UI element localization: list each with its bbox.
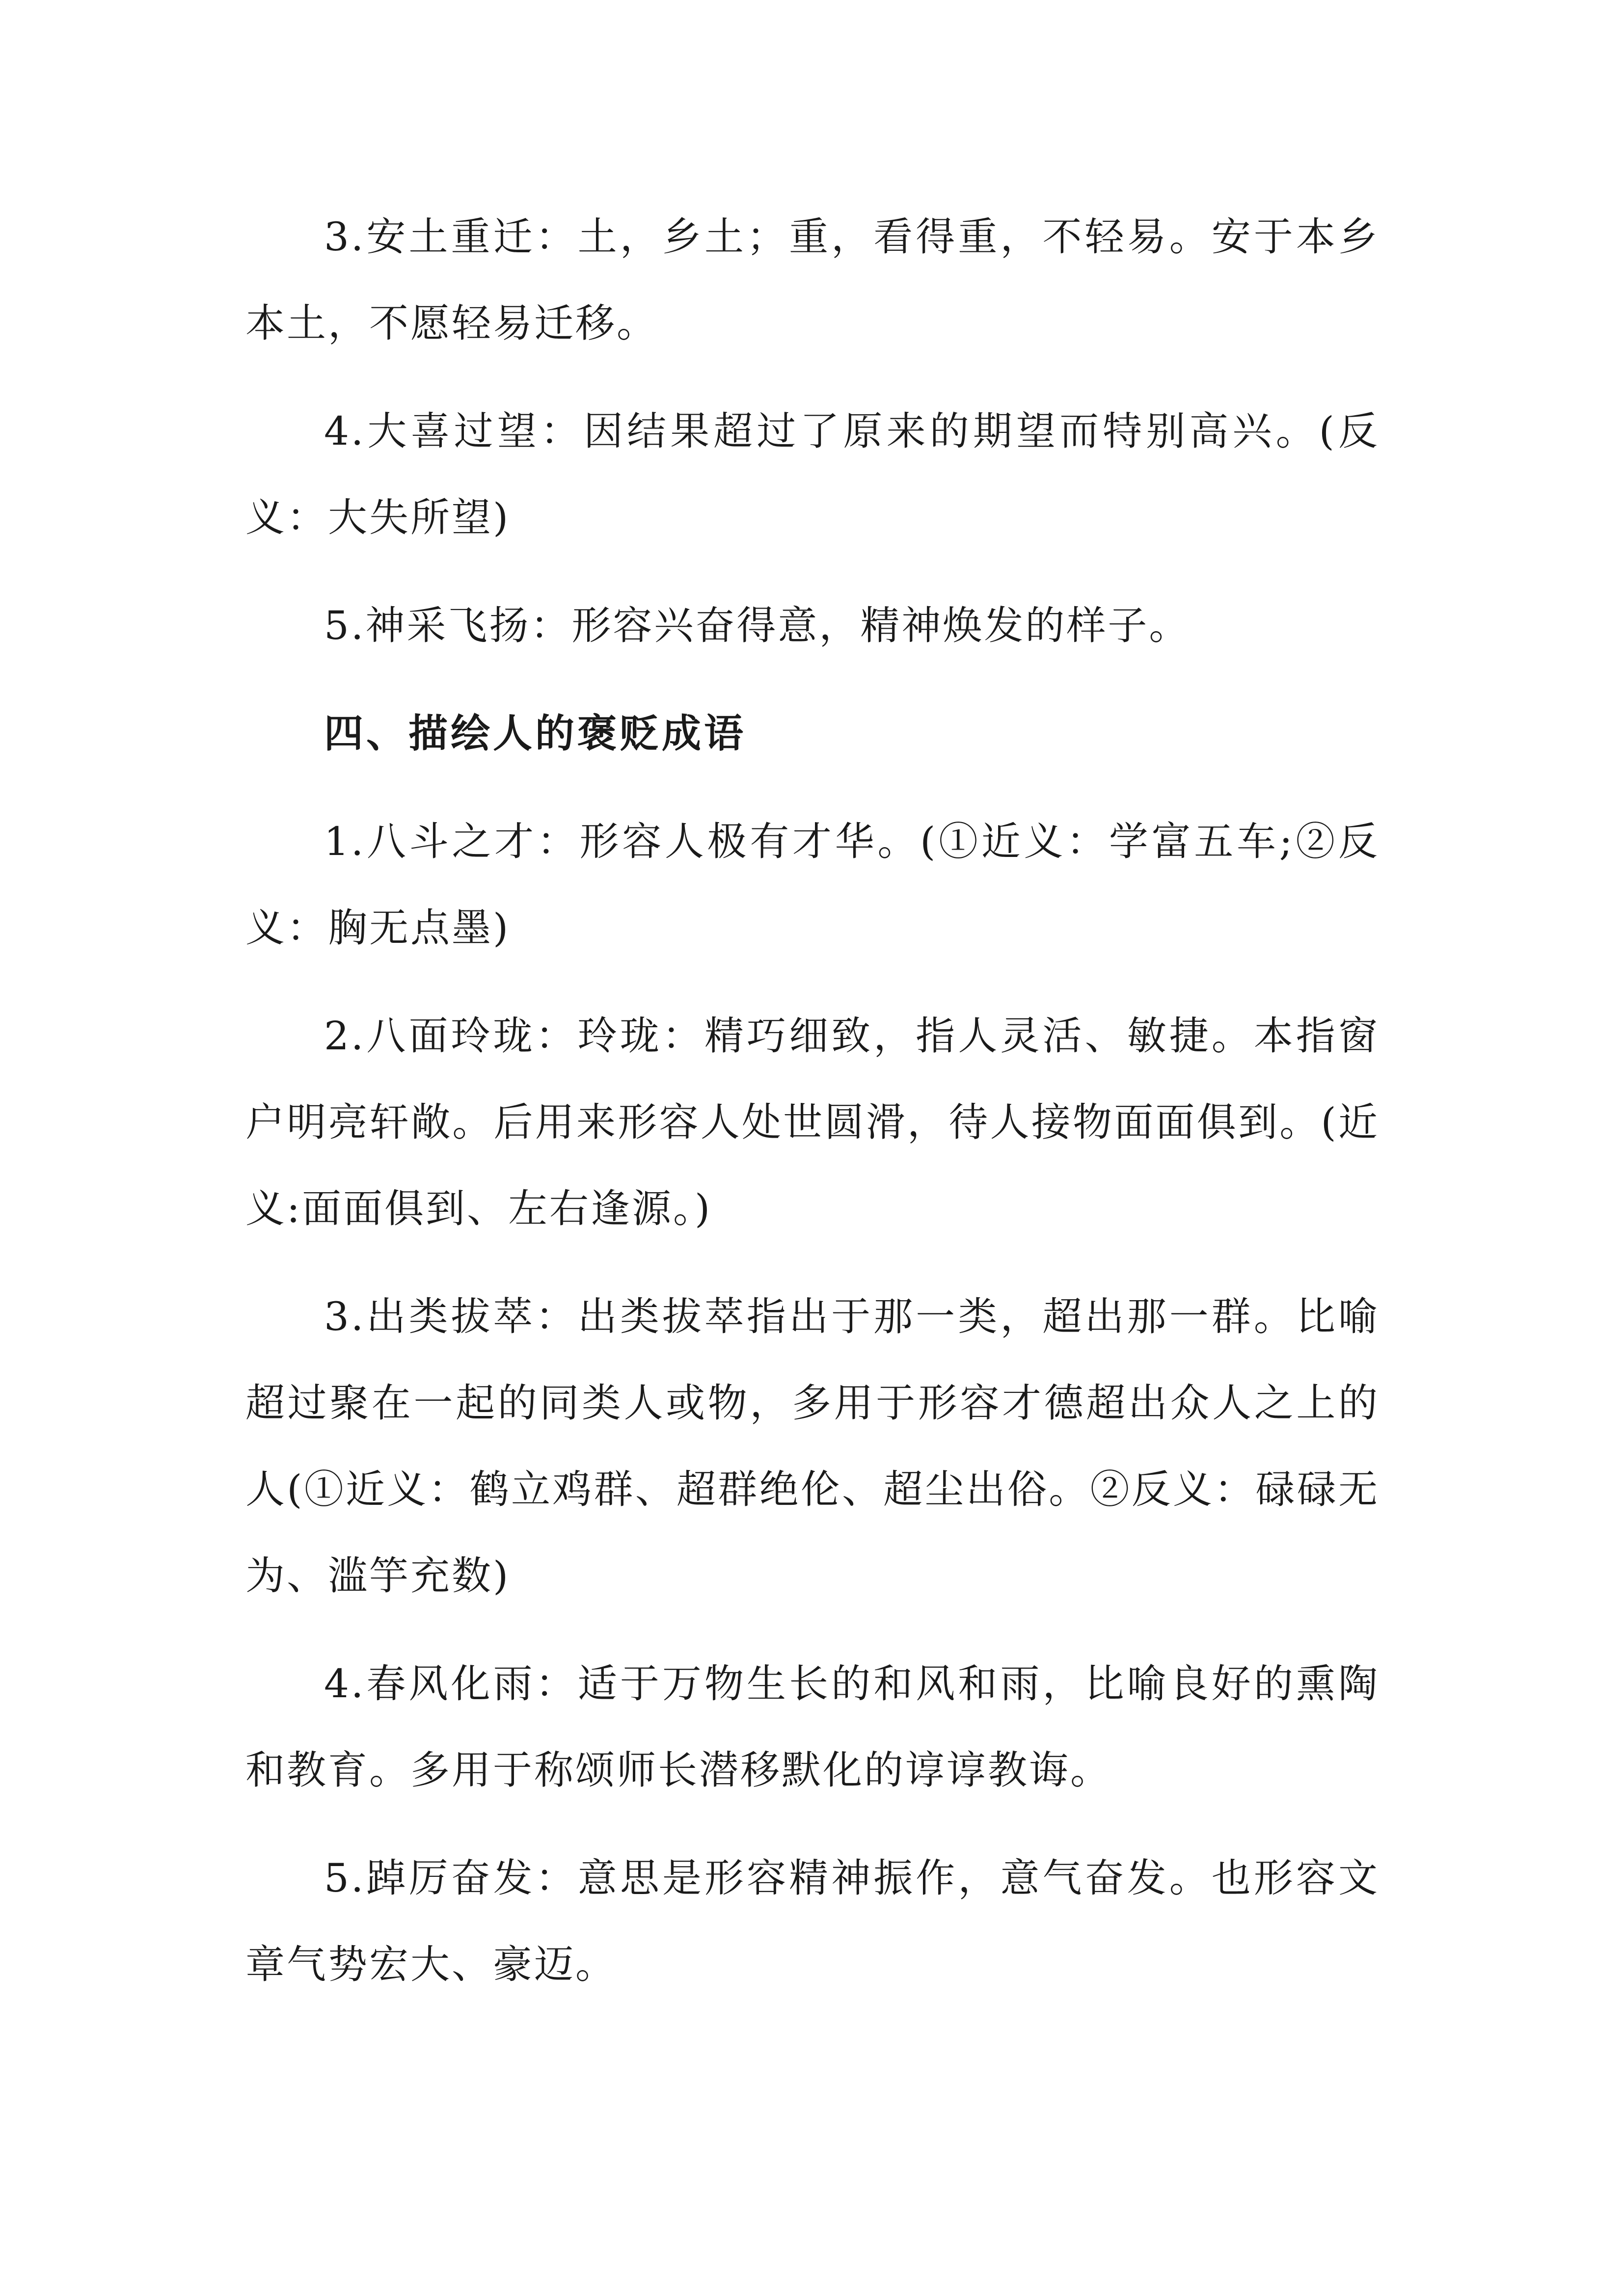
paragraph-chun-feng-hua-yu: 4.春风化雨：适于万物生长的和风和雨，比喻良好的熏陶和教育。多用于称颂师长潜移默化的谆谆教诲。 <box>245 1661 1380 1793</box>
paragraph-chu-lei-ba-cui: 3.出类拔萃：出类拔萃指出于那一类，超出那一群。比喻超过聚在一起的同类人或物，多用于形容才德超出众人之上的人(①近义：鹤立鸡群、超群绝伦、超尘出俗。②反义：碌碌无为、滥竽充数) <box>245 1294 1380 1599</box>
paragraph-ba-mian-ling-long: 2.八面玲珑：玲珑：精巧细致，指人灵活、敏捷。本指窗户明亮轩敞。后用来形容人处世圆滑，待人接物面面俱到。(近义:面面俱到、左右逢源。) <box>245 1013 1380 1231</box>
paragraph-ba-dou-zhi-cai: 1.八斗之才：形容人极有才华。(①近义：学富五车;②反义：胸无点墨) <box>245 819 1380 951</box>
paragraph-shen-cai-fei-yang: 5.神采飞扬：形容兴奋得意，精神焕发的样子。 <box>324 603 1191 648</box>
document-page <box>245 194 1380 2029</box>
paragraph-an-tu-zhong-qian: 3.安土重迁：土，乡土；重，看得重，不轻易。安于本乡本土，不愿轻易迁移。 <box>245 214 1380 346</box>
section-heading: 四、描绘人的褒贬成语 <box>324 711 746 756</box>
paragraph-da-xi-guo-wang: 4.大喜过望：因结果超过了原来的期望而特别高兴。(反义：大失所望) <box>245 408 1380 540</box>
paragraph-chuo-li-fen-fa: 5.踔厉奋发：意思是形容精神振作，意气奋发。也形容文章气势宏大、豪迈。 <box>245 1855 1380 1987</box>
